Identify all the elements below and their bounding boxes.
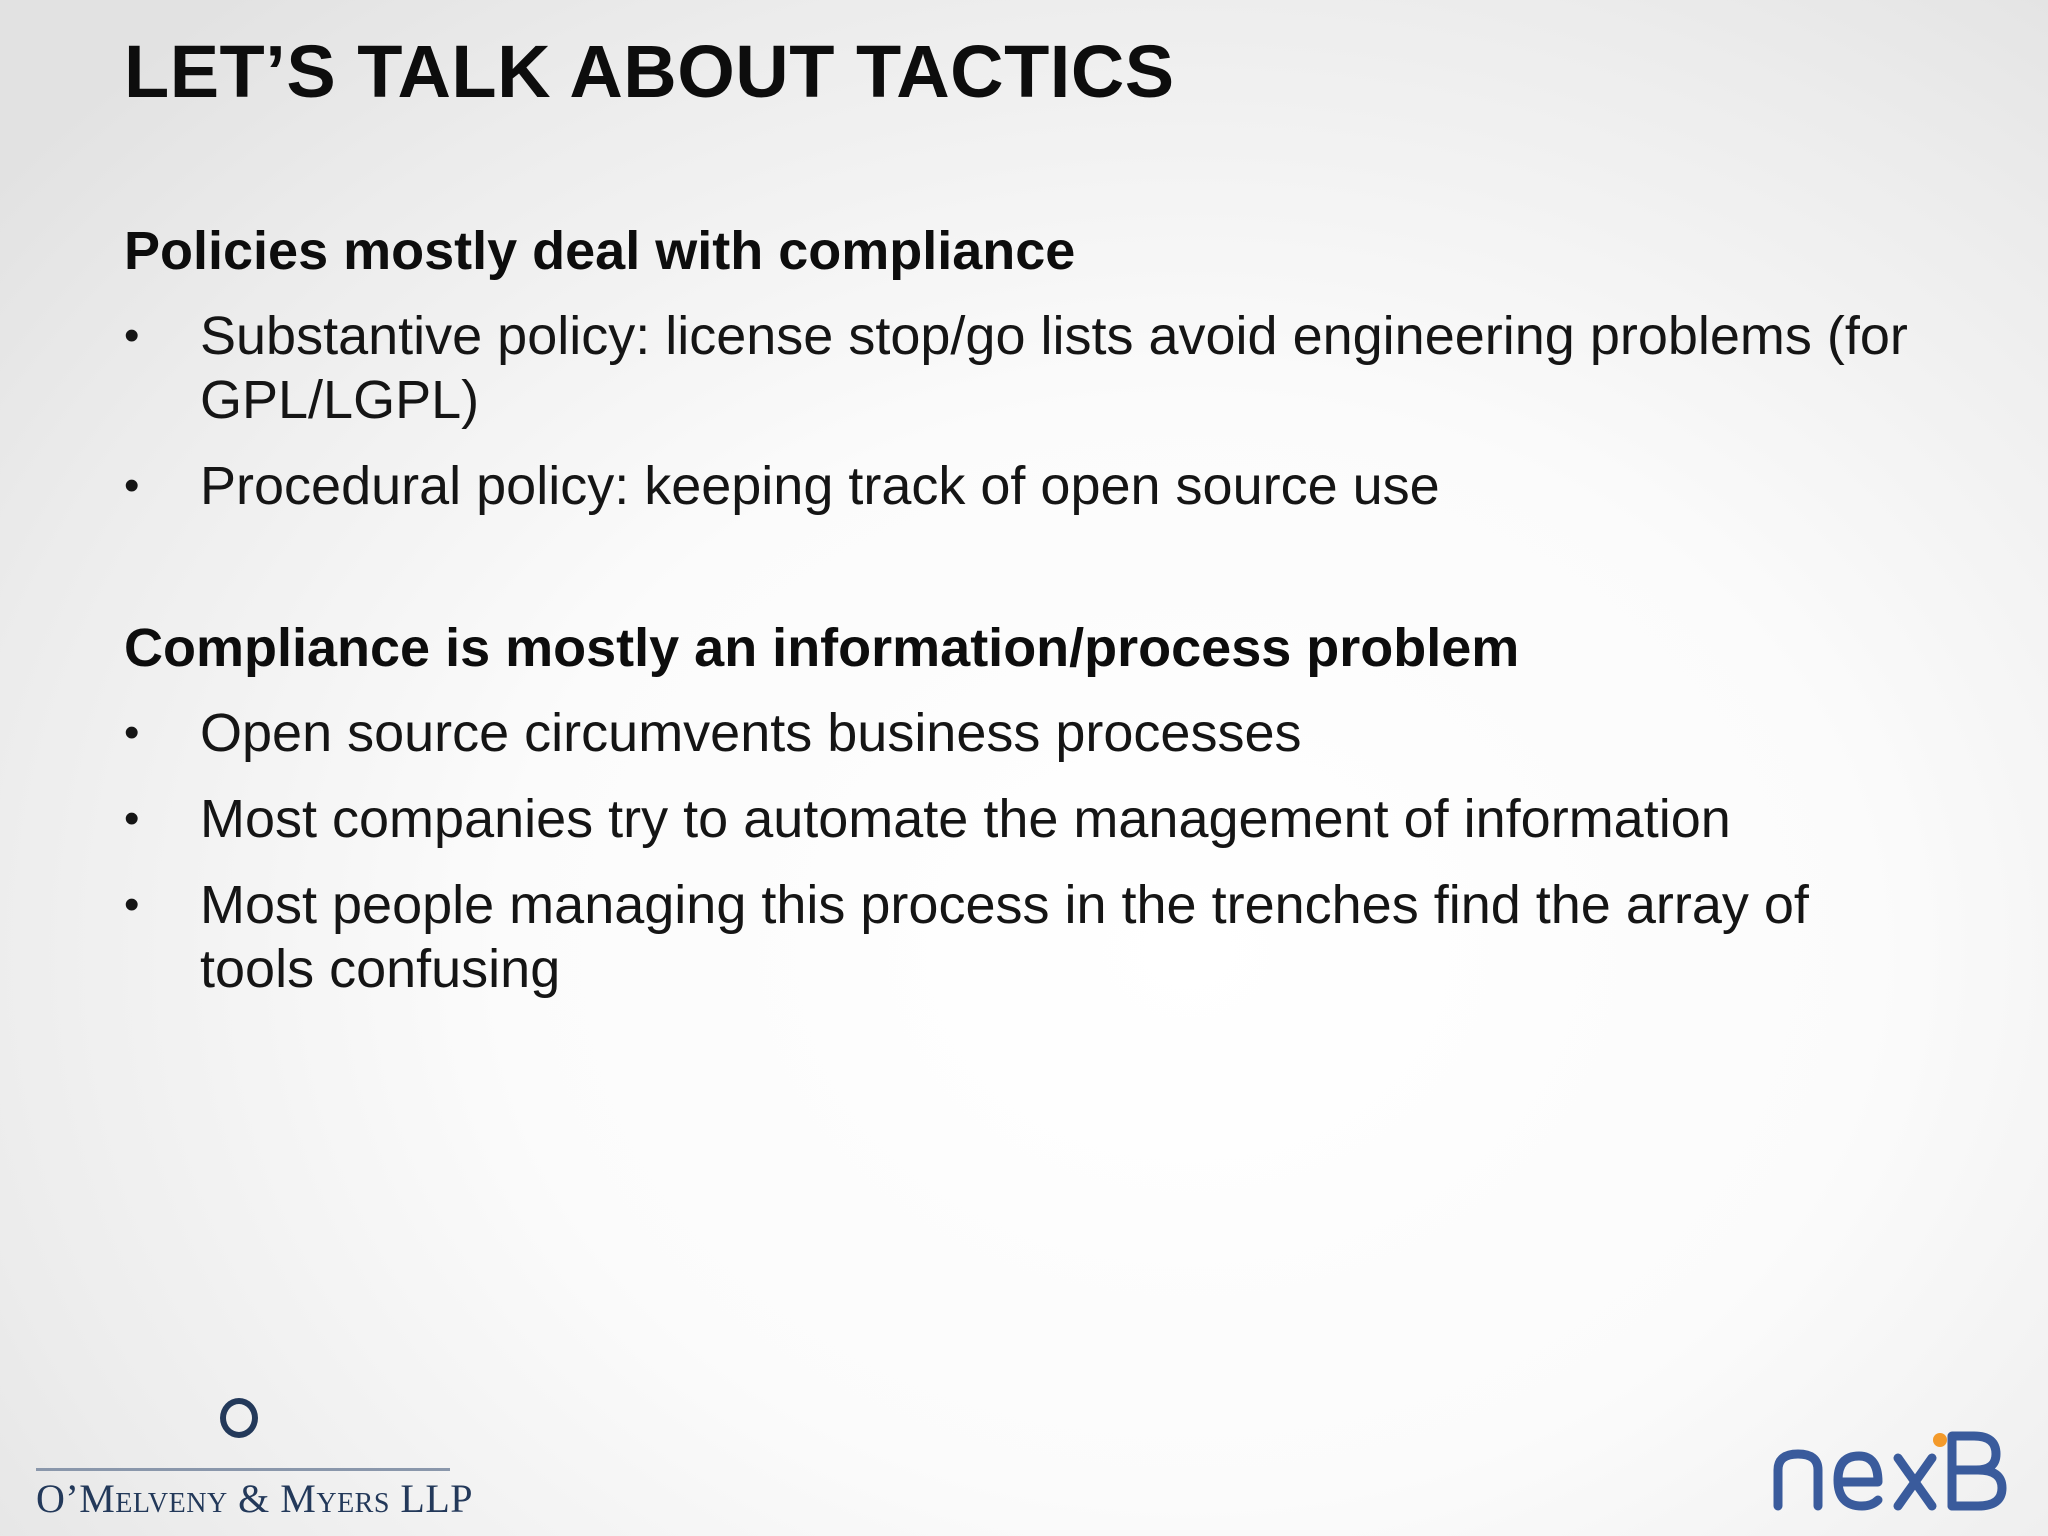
bullet-list: [124, 304, 1924, 518]
omelveny-myers-logo: [36, 1398, 474, 1522]
ring-icon: [220, 1398, 258, 1438]
bullet-text: Most people managing this process in the trenches find the array of tools confusing: [200, 875, 1809, 999]
bullet-item: [124, 787, 1924, 851]
bullet-symbol: •: [124, 708, 140, 757]
bullet-list: [124, 701, 1924, 1001]
section-heading: Compliance is mostly an information/process problem: [124, 618, 1520, 678]
bullet-item: [124, 454, 1924, 518]
bullet-text: Substantive policy: license stop/go lists avoid engineering problems (for GPL/LGPL): [200, 306, 1908, 430]
nexb-logo: [1770, 1418, 2010, 1518]
section-heading: Policies mostly deal with compliance: [124, 221, 1076, 281]
bullet-text: Open source circumvents business processes: [200, 703, 1302, 763]
bullet-symbol: •: [124, 880, 140, 929]
bullet-item: [124, 304, 1924, 432]
slide-title: LET’S TALK ABOUT TACTICS: [124, 30, 1175, 113]
bullet-text: Procedural policy: keeping track of open source use: [200, 456, 1440, 516]
bullet-symbol: •: [124, 311, 140, 360]
logo-divider: [36, 1468, 450, 1471]
bullet-text: Most companies try to automate the management of information: [200, 789, 1731, 849]
bullet-symbol: •: [124, 461, 140, 510]
bullet-symbol: •: [124, 794, 140, 843]
bullet-item: [124, 701, 1924, 765]
bullet-item: [124, 873, 1924, 1001]
section-policies: [124, 220, 1924, 518]
section-compliance: [124, 617, 1924, 1001]
omelveny-myers-wordmark: O’Melveny & Myers LLP: [36, 1476, 474, 1521]
